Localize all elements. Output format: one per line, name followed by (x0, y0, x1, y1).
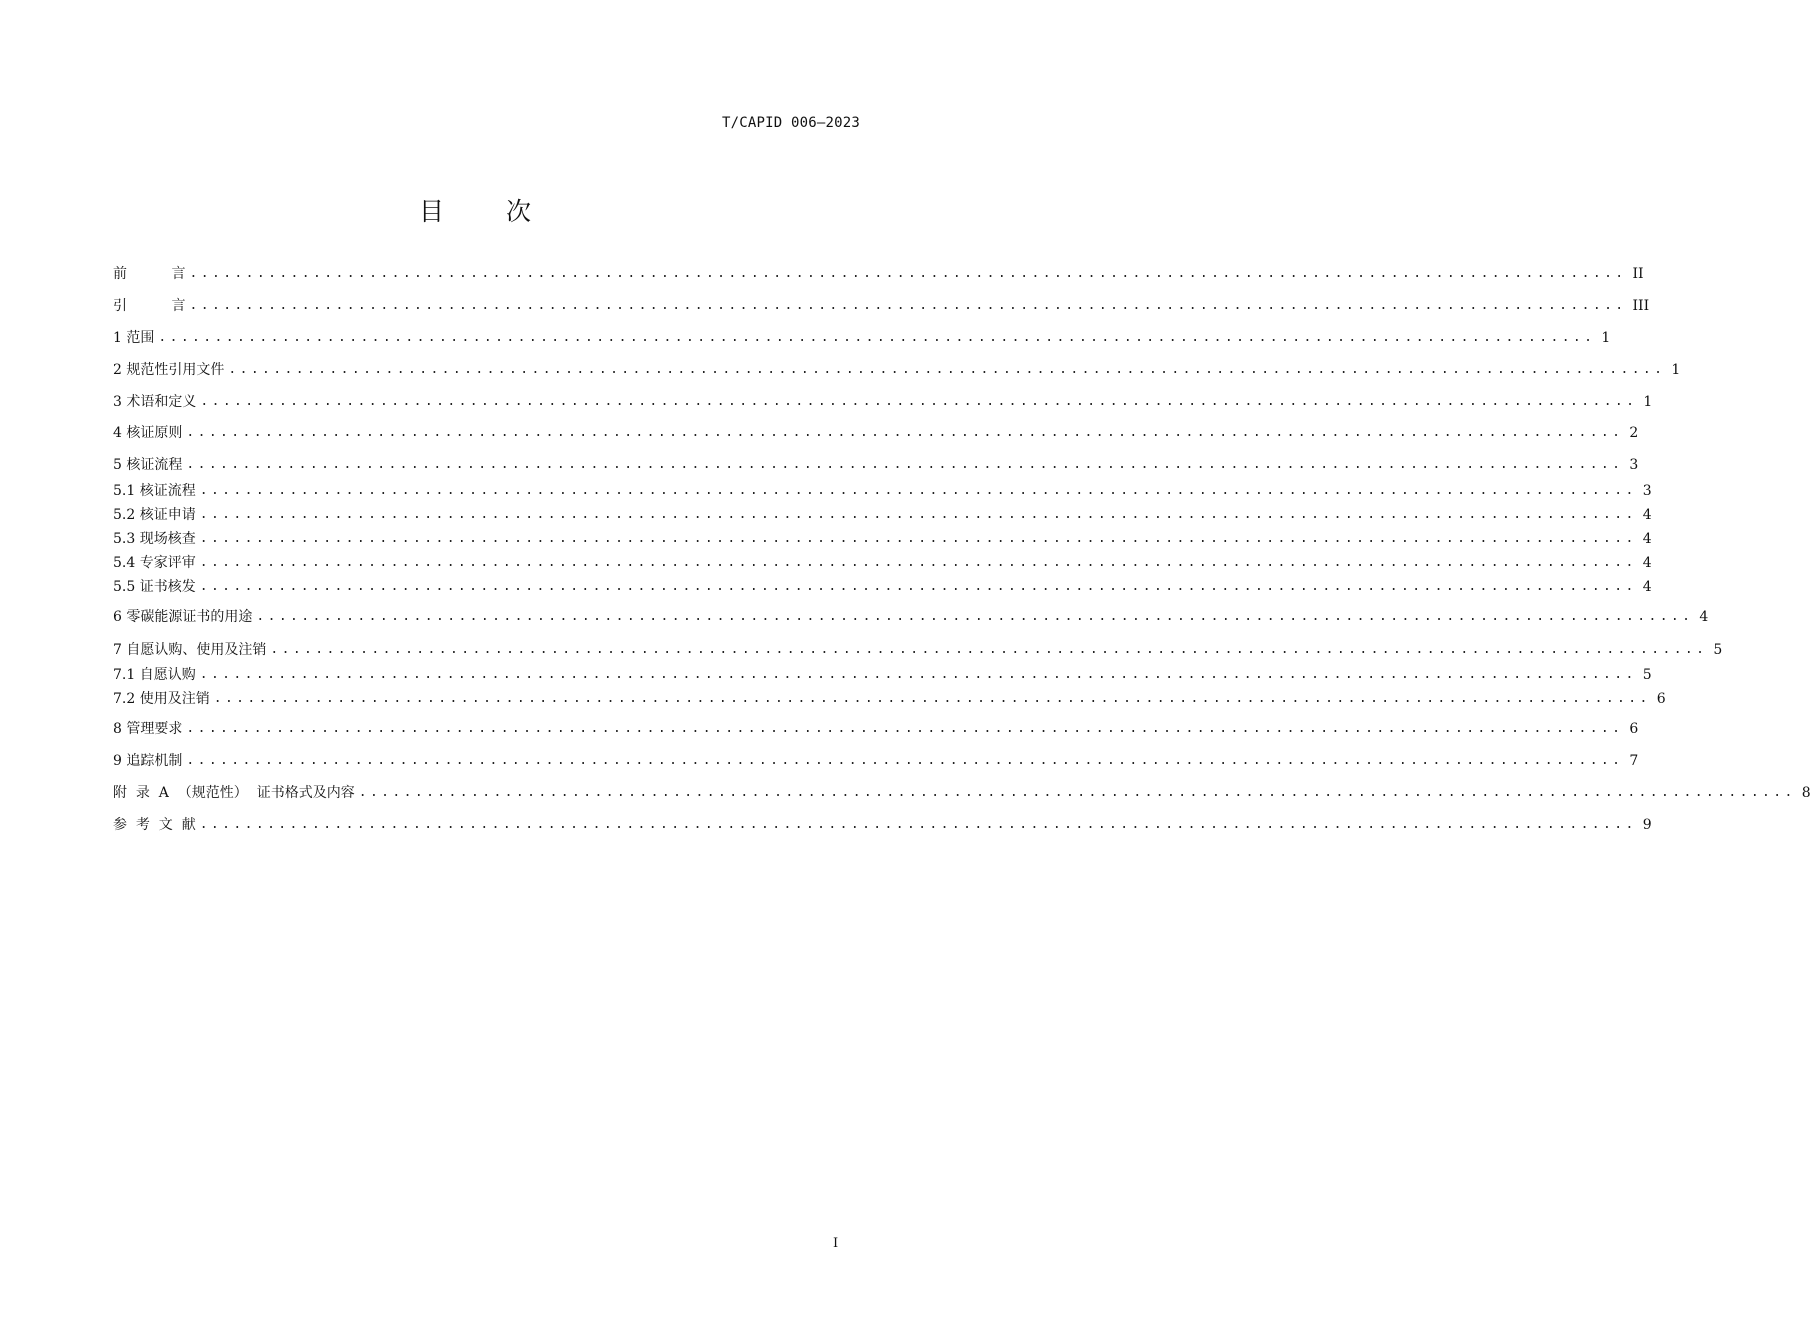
toc-entry-label: 9 追踪机制 (113, 753, 183, 769)
toc-entry-page: 2 (1629, 425, 1639, 441)
toc-entry-introduction[interactable] (113, 296, 1650, 316)
toc-entry-page: 9 (1642, 817, 1652, 833)
toc-leader-dots: ................................................................................................................................ (186, 721, 1624, 736)
toc-entry-6[interactable] (113, 607, 1709, 627)
document-code: T/CAPID 006—2023 (721, 115, 860, 131)
toc-entry-label: 8 管理要求 (113, 721, 183, 737)
toc-entry-label: 5 核证流程 (113, 457, 183, 473)
toc-entry-label: 附 录 A （规范性） 证书格式及内容 (113, 785, 355, 801)
toc-entry-label: 5.2 核证申请 (113, 507, 196, 523)
toc-entry-8[interactable] (113, 719, 1639, 739)
toc-entry-label: 6 零碳能源证书的用途 (113, 609, 253, 625)
toc-entry-2[interactable] (113, 360, 1681, 380)
toc-leader-dots: ................................................................................................................................ (199, 507, 1637, 522)
toc-entry-page: 3 (1642, 483, 1652, 499)
toc-entry-5-1[interactable] (113, 481, 1652, 501)
toc-entry-7-2[interactable] (113, 689, 1666, 709)
toc-entry-page: 1 (1601, 330, 1611, 346)
toc-entry-label: 引 言 (113, 298, 186, 314)
toc-entry-label: 7.2 使用及注销 (113, 691, 210, 707)
toc-entry-label: 5.1 核证流程 (113, 483, 196, 499)
toc-entry-label: 7.1 自愿认购 (113, 667, 196, 683)
toc-entry-4[interactable] (113, 423, 1639, 443)
toc-entry-page: 4 (1699, 609, 1709, 625)
toc-entry-7[interactable] (113, 640, 1723, 660)
toc-entry-label: 4 核证原则 (113, 425, 183, 441)
toc-entry-label: 2 规范性引用文件 (113, 362, 225, 378)
toc-entry-label: 1 范围 (113, 330, 155, 346)
toc-entry-label: 3 术语和定义 (113, 394, 197, 410)
toc-entry-1[interactable] (113, 328, 1611, 348)
toc-leader-dots: ................................................................................................................................ (199, 483, 1637, 498)
toc-entry-9[interactable] (113, 751, 1639, 771)
toc-leader-dots: ................................................................................................................................ (199, 817, 1637, 832)
toc-entry-page: 1 (1671, 362, 1681, 378)
toc-leader-dots: ................................................................................................................................ (189, 298, 1627, 313)
toc-leader-dots: ................................................................................................................................ (199, 579, 1637, 594)
toc-entry-label: 前 言 (113, 266, 186, 282)
toc-leader-dots: ................................................................................................................................ (199, 555, 1637, 570)
toc-entry-page: 4 (1642, 579, 1652, 595)
toc-entry-page: 4 (1642, 507, 1652, 523)
toc-leader-dots: ................................................................................................................................ (158, 330, 1596, 345)
toc-entry-label: 5.4 专家评审 (113, 555, 196, 571)
toc-entry-page: 7 (1629, 753, 1639, 769)
toc-leader-dots: ................................................................................................................................ (213, 691, 1651, 706)
toc-entry-page: 6 (1656, 691, 1666, 707)
toc-entry-page: 5 (1642, 667, 1652, 683)
page-title: 目次 (418, 197, 593, 226)
toc-leader-dots: ................................................................................................................................ (270, 642, 1708, 657)
toc-entry-5-5[interactable] (113, 577, 1652, 597)
toc-entry-3[interactable] (113, 392, 1653, 412)
toc-leader-dots: ................................................................................................................................ (358, 785, 1796, 800)
toc-entry-page: III (1632, 298, 1650, 314)
toc-entry-references[interactable] (113, 815, 1652, 835)
toc-leader-dots: ................................................................................................................................ (186, 457, 1624, 472)
toc-entry-label: 5.3 现场核查 (113, 531, 196, 547)
toc-entry-5-4[interactable] (113, 553, 1652, 573)
toc-leader-dots: ................................................................................................................................ (256, 609, 1694, 624)
toc-entry-page: 3 (1629, 457, 1639, 473)
toc-entry-5-2[interactable] (113, 505, 1652, 525)
toc-entry-page: 4 (1642, 555, 1652, 571)
toc-entry-page: 5 (1713, 642, 1723, 658)
toc-leader-dots: ................................................................................................................................ (199, 531, 1637, 546)
toc-entry-5-3[interactable] (113, 529, 1652, 549)
toc-leader-dots: ................................................................................................................................ (200, 394, 1638, 409)
toc-entry-appendix-a[interactable] (113, 783, 1811, 803)
toc-leader-dots: ................................................................................................................................ (228, 362, 1666, 377)
toc-entry-page: II (1632, 266, 1644, 282)
toc-entry-foreword[interactable] (113, 264, 1644, 284)
toc-entry-page: 8 (1801, 785, 1811, 801)
toc-entry-label: 7 自愿认购、使用及注销 (113, 642, 267, 658)
toc-leader-dots: ................................................................................................................................ (189, 266, 1627, 281)
toc-entry-label: 参 考 文 献 (113, 817, 196, 833)
toc-leader-dots: ................................................................................................................................ (186, 425, 1624, 440)
toc-entry-7-1[interactable] (113, 665, 1652, 685)
toc-leader-dots: ................................................................................................................................ (199, 667, 1637, 682)
toc-entry-page: 6 (1629, 721, 1639, 737)
toc-leader-dots: ................................................................................................................................ (186, 753, 1624, 768)
toc-entry-page: 1 (1643, 394, 1653, 410)
toc-entry-page: 4 (1642, 531, 1652, 547)
toc-entry-5[interactable] (113, 455, 1639, 475)
toc-entry-label: 5.5 证书核发 (113, 579, 196, 595)
page-number: I (833, 1236, 839, 1251)
